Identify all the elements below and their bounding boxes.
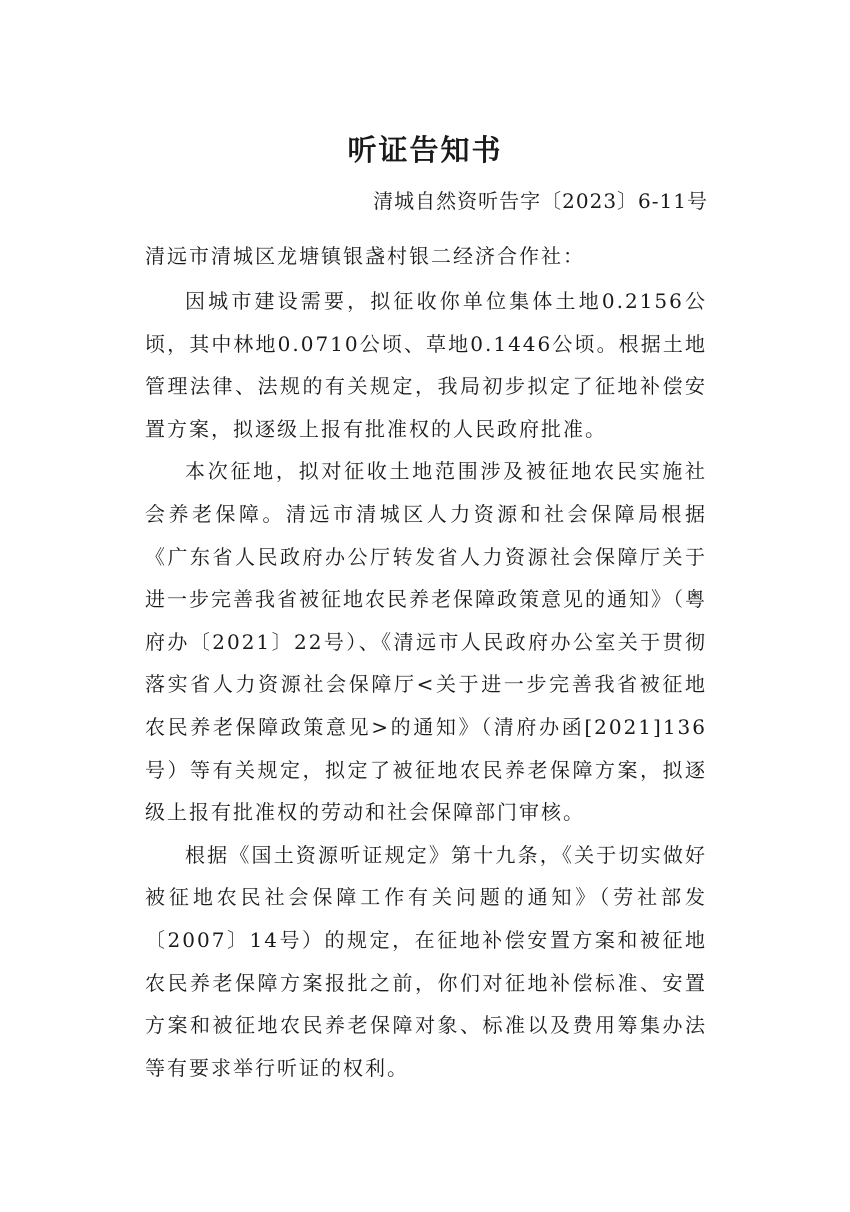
document-body — [145, 280, 707, 1089]
paragraph-1: 因城市建设需要，拟征收你单位集体土地0.2156公顷，其中林地0.0710公顷、草地0.1446公顷。根据土地管理法律、法规的有关规定，我局初步拟定了征地补偿安置方案，拟逐级上报有批准权的人民政府批准。 — [145, 289, 707, 441]
addressee: 清远市清城区龙塘镇银盏村银二经济合作社： — [145, 244, 585, 268]
document-number: 清城自然资听告字〔2023〕6-11号 — [373, 189, 708, 213]
paragraph-3: 根据《国土资源听证规定》第十九条，《关于切实做好被征地农民社会保障工作有关问题的通知》（劳社部发〔2007〕14号）的规定，在征地补偿安置方案和被征地农民养老保障方案报批之前，你们对征地补偿标准、安置方案和被征地农民养老保障对象、标准以及费用筹集办法等有要求举行听证的权利。 — [145, 842, 707, 1080]
paragraph-2: 本次征地，拟对征收土地范围涉及被征地农民实施社会养老保障。清远市清城区人力资源和社会保障局根据《广东省人民政府办公厅转发省人力资源社会保障厅关于进一步完善我省被征地农民养老保障政策意见的通知》（粤府办〔2021〕22号）、《清远市人民政府办公室关于贯彻落实省人力资源社会保障厅<关于进一步完善我省被征地农民养老保障政策意见>的通知》（清府办函[2021]136号）等有关规定，拟定了被征地农民养老保障方案，拟逐级上报有批准权的劳动和社会保障部门审核。 — [145, 459, 707, 825]
document-title: 听证告知书 — [347, 133, 503, 167]
